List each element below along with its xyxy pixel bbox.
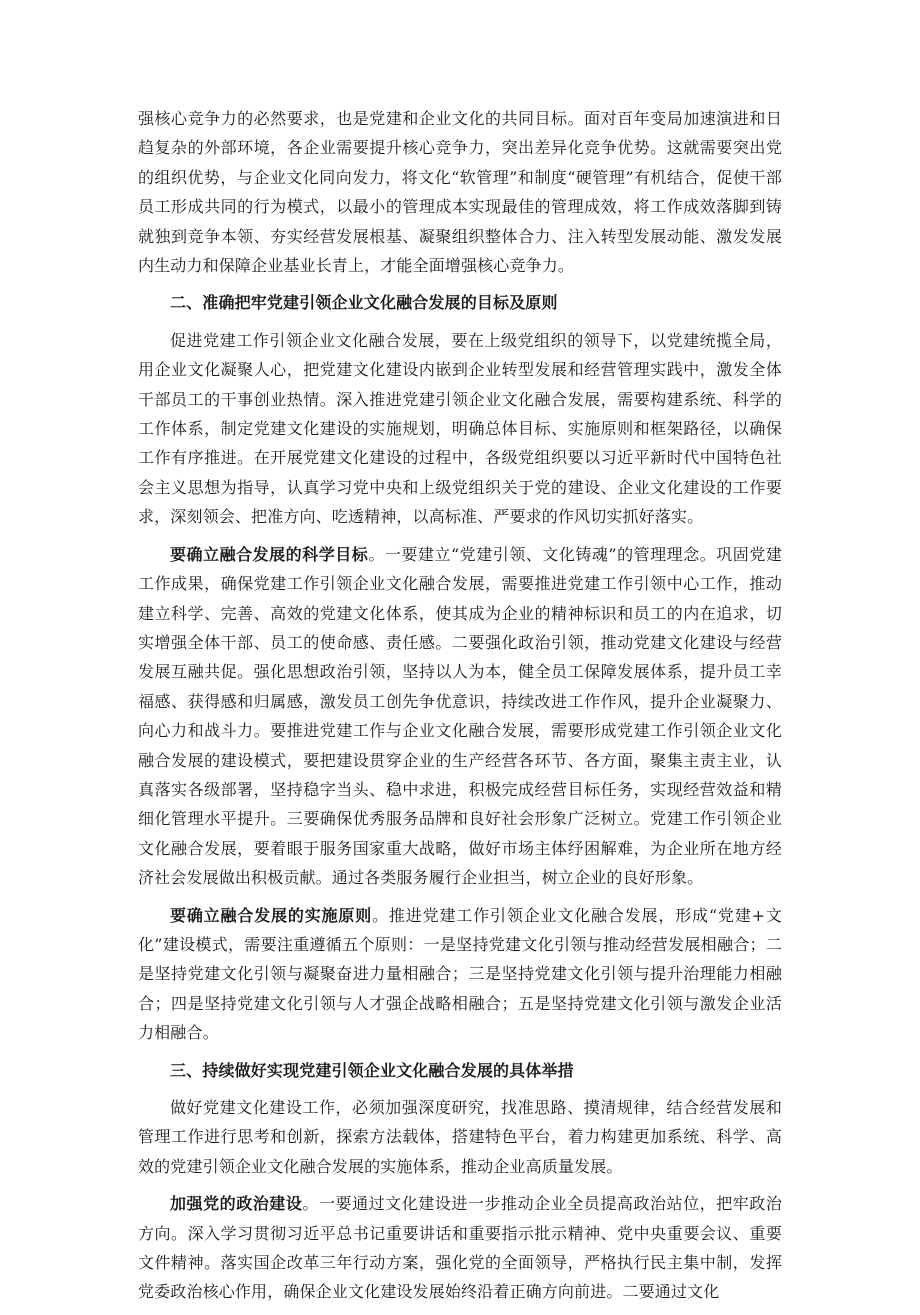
- section-heading-2: 二、准确把牢党建引领企业文化融合发展的目标及原则: [170, 293, 558, 313]
- paragraph-6: [138, 1189, 782, 1307]
- paragraph-3: [138, 540, 782, 893]
- paragraph-1: 强核心竞争力的必然要求，也是党建和企业文化的共同目标。面对百年变局加速演进和日趋复杂的外部环境，各企业需要提升核心竞争力，突出差异化竞争优势。这就需要突出党的组织优势，与企业文化同向发力，将文化“软管理”和制度“硬管理”有机结合，促使干部员工形成共同的行为模式，以最小的管理成本实现最佳的管理成效，将工作成效落脚到铸就独到竞争本领、夯实经营发展根基、凝聚组织整体合力、注入转型发展动能、激发发展内生动力和保障企业基业长青上，才能全面增强核心竞争力。: [138, 109, 782, 276]
- paragraph-4: [138, 901, 782, 1048]
- paragraph-4-body: 。推进党建工作引领企业文化融合发展，形成“党建+文化”建设模式，需要注重遵循五个原则：一是坚持党建文化引领与推动经营发展相融合；二是坚持党建文化引领与凝聚奋进力量相融合；三是坚持党建文化引领与提升治理能力相融合；四是坚持党建文化引领与人才强企战略相融合；五是坚持党建文化引领与激发企业活力相融合。: [138, 905, 782, 1043]
- section-heading-3: 三、持续做好实现党建引领企业文化融合发展的具体举措: [170, 1060, 574, 1080]
- paragraph-6-body: 。一要通过文化建设进一步推动企业全员提高政治站位，把牢政治方向。深入学习贯彻习近平总书记重要讲话和重要指示批示精神、党中央重要会议、重要文件精神。落实国企改革三年行动方案，强化党的全面领导，严格执行民主集中制，发挥党委政治核心作用，确保企业文化建设发展始终沿着正确方向前进。二要通过文化: [138, 1194, 783, 1302]
- paragraph-3-body: 。一要建立“党建引领、文化铸魂”的管理理念。巩固党建工作成果，确保党建工作引领企业文化融合发展，需要推进党建工作引领中心工作，推动建立科学、完善、高效的党建文化体系，使其成为企业的精神标识和员工的内在追求，切实增强全体干部、员工的使命感、责任感。二要强化政治引领，推动党建文化建设与经营发展互融共促。强化思想政治引领，坚持以人为本，健全员工保障发展体系，提升员工幸福感、获得感和归属感，激发员工创先争优意识，持续改进工作作风，提升企业凝聚力、向心力和战斗力。要推进党建工作与企业文化融合发展，需要形成党建工作引领企业文化融合发展的建设模式，要把建设贯穿企业的生产经营各环节、各方面，聚集主责主业，认真落实各级部署，坚持稳字当头、稳中求进，积极完成经营目标任务，实现经营效益和精细化管理水平提升。三要确保优秀服务品牌和良好社会形象广泛树立。党建工作引领企业文化融合发展，要着眼于服务国家重大战略，做好市场主体纾困解难，为企业所在地方经济社会发展做出积极贡献。通过各类服务履行企业担当，树立企业的良好形象。: [138, 544, 782, 888]
- document-page: [138, 104, 782, 1315]
- paragraph-6-lead: 加强党的政治建设: [170, 1194, 303, 1214]
- paragraph-2: 促进党建工作引领企业文化融合发展，要在上级党组织的领导下，以党建统揽全局，用企业文化凝聚人心，把党建文化建设内嵌到企业转型发展和经营管理实践中，激发全体干部员工的干事创业热情。深入推进党建引领企业文化融合发展，需要构建系统、科学的工作体系，制定党建文化建设的实施规划，明确总体目标、实施原则和框架路径，以确保工作有序推进。在开展党建文化建设的过程中，各级党组织要以习近平新时代中国特色社会主义思想为指导，认真学习党中央和上级党组织关于党的建设、企业文化建设的工作要求，深刻领会、把准方向、吃透精神，以高标准、严要求的作风切实抓好落实。: [138, 330, 782, 527]
- paragraph-5: 做好党建文化建设工作，必须加强深度研究，找准思路、摸清规律，结合经营发展和管理工作进行思考和创新，探索方法载体，搭建特色平台，着力构建更加系统、科学、高效的党建引领企业文化融合发展的实施体系，推动企业高质量发展。: [138, 1098, 782, 1176]
- paragraph-4-lead: 要确立融合发展的实施原则: [170, 905, 373, 925]
- paragraph-3-lead: 要确立融合发展的科学目标: [170, 544, 369, 564]
